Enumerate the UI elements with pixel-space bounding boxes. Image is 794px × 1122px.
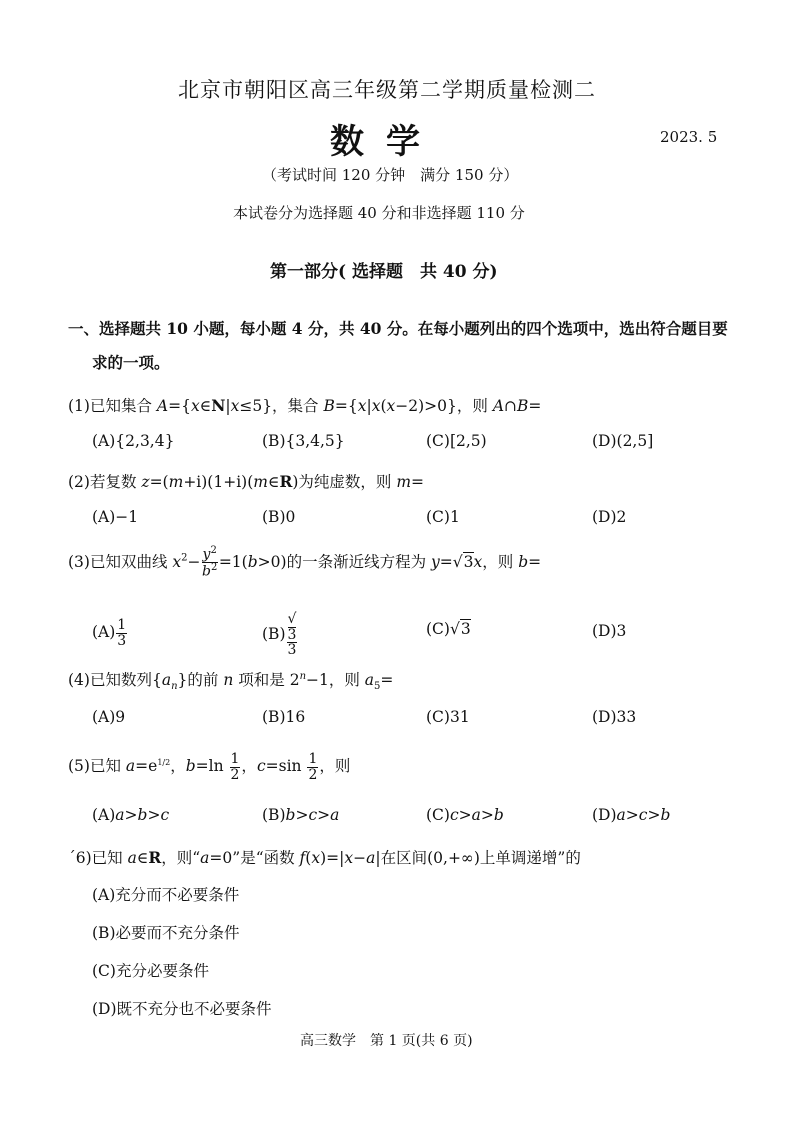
question-6-option-b: (B)必要而不充分条件 <box>92 924 240 942</box>
question-4-option-c: (C)31 <box>426 708 470 726</box>
question-6-option-c: (C)充分必要条件 <box>92 962 209 980</box>
question-5-option-d: (D)a>c>b <box>592 806 671 824</box>
question-4-option-d: (D)33 <box>592 708 637 726</box>
question-1-option-c: (C)[2,5) <box>426 432 487 450</box>
question-3-option-a: (A) $\frac{1}{3}$ <box>92 617 127 649</box>
exam-info: （考试时间 120 分钟 满分 150 分） <box>262 166 519 184</box>
question-2-option-a: (A)−1 <box>92 508 139 526</box>
page-footer: 高三数学 第 1 页(共 6 页) <box>300 1033 473 1049</box>
question-4-stem: (4)已知数列$\{a_n\}$的前 n 项和是 $2^n-1$，则 $a_5=$ <box>68 670 394 693</box>
exam-title: 北京市朝阳区高三年级第二学期质量检测二 <box>178 78 596 102</box>
exam-date: 2023. 5 <box>660 128 718 146</box>
part-one-title: 第一部分( 选择题 共 40 分) <box>270 262 498 282</box>
question-6-option-d: (D)既不充分也不必要条件 <box>92 1000 272 1018</box>
question-3-stem: (3)已知双曲线 $x^2-$ $\frac{y^2}{b^2}$ =1(b>0)的一条渐近线方程为 y=√3x，则 b= <box>68 545 542 580</box>
question-6-stem: ´6)已知 a∈R，则“a=0”是“函数 f(x)=|x−a|在区间(0,+∞)上单调递增”的 <box>68 848 581 867</box>
question-5-option-b: (B)b>c>a <box>262 806 340 824</box>
question-5-stem: (5)已知 $a=e^{1/2}$，b=ln $\frac{1}{2}$ ，c=sin $\frac{1}{2}$ ，则 <box>68 751 351 783</box>
question-2-option-b: (B)0 <box>262 508 296 526</box>
question-5-option-c: (C)c>a>b <box>426 806 504 824</box>
question-1-stem: (1)已知集合 A={x∈N|x≤5}，集合 B={x|x(x−2)>0}，则 A∩B= <box>68 396 542 415</box>
question-2-option-d: (D)2 <box>592 508 627 526</box>
question-1-option-a: (A){2,3,4} <box>92 432 175 450</box>
question-3-option-d: (D)3 <box>592 622 627 640</box>
question-3-option-b: (B) √ 3 3 <box>262 611 297 659</box>
question-4-option-b: (B)16 <box>262 708 306 726</box>
score-split: 本试卷分为选择题 40 分和非选择题 110 分 <box>233 204 525 222</box>
subject-title: 数学 <box>330 122 442 162</box>
question-5-option-a: (A)a>b>c <box>92 806 170 824</box>
section-instructions-line2: 求的一项。 <box>92 353 170 372</box>
question-1-option-d: (D)(2,5] <box>592 432 654 450</box>
question-2-stem: (2)若复数 z=(m+i)(1+i)(m∈R)为纯虚数，则 m= <box>68 472 425 491</box>
question-1-option-b: (B){3,4,5} <box>262 432 345 450</box>
section-instructions-line1: 一、选择题共 10 小题，每小题 4 分，共 40 分。在每小题列出的四个选项中，选出符合题目要 <box>68 319 728 338</box>
question-6-option-a: (A)充分而不必要条件 <box>92 886 240 904</box>
question-3-option-c: (C)√3 <box>426 620 471 638</box>
question-2-option-c: (C)1 <box>426 508 460 526</box>
question-4-option-a: (A)9 <box>92 708 126 726</box>
